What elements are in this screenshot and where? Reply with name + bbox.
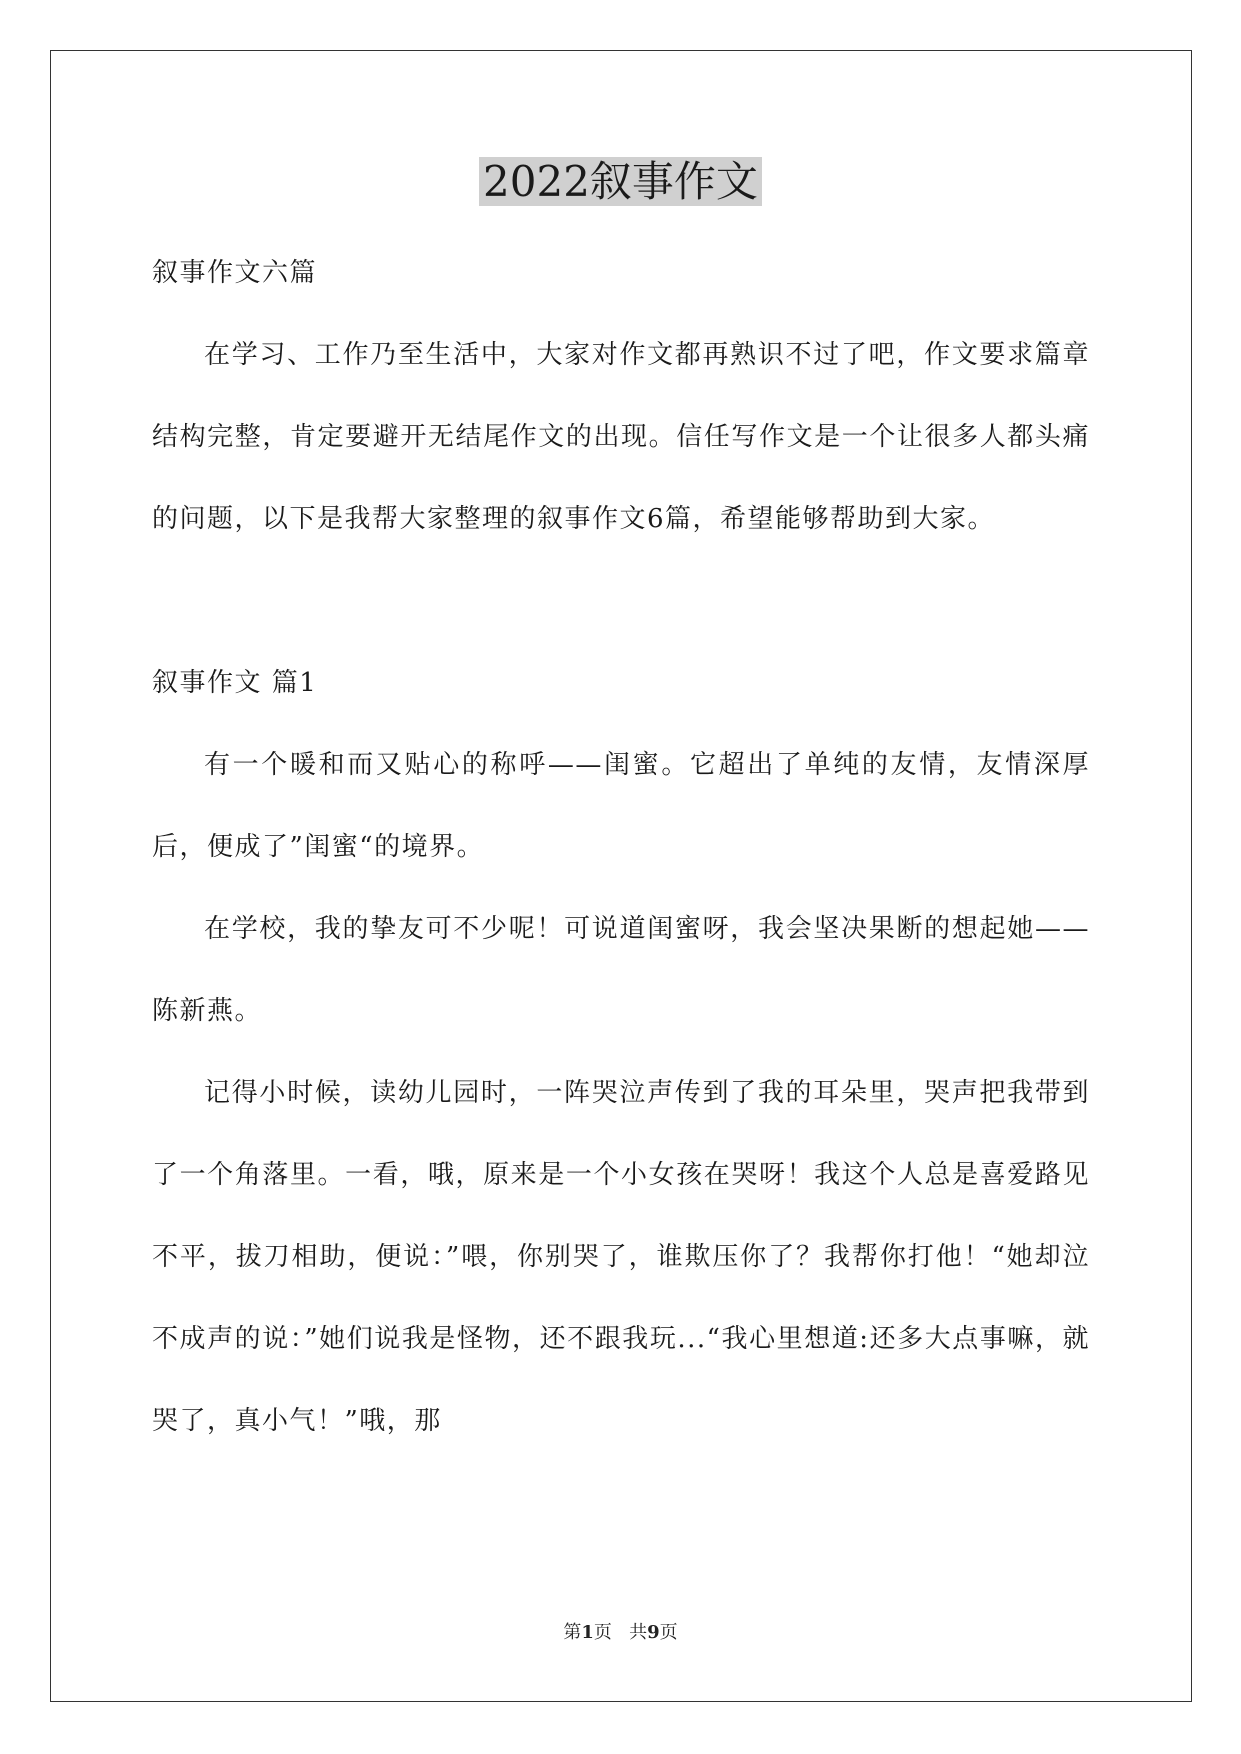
footer-total-prefix: 共	[629, 1622, 648, 1643]
body-paragraph: 记得小时候，读幼儿园时，一阵哭泣声传到了我的耳朵里，哭声把我带到了一个角落里。一看，哦，原来是一个小女孩在哭呀！我这个人总是喜爱路见不平，拔刀相助，便说：”喂，你别哭了，谁欺压你了？我帮你打他！“她却泣不成声的说：”她们说我是怪物，还不跟我玩...“我心里想道:还多大点事嘛，就哭了，真小气！”哦，那	[152, 1078, 1090, 1436]
document-body	[152, 232, 1090, 1462]
document-title-text: 2022叙事作文	[479, 157, 762, 206]
section-heading: 叙事作文 篇1	[152, 668, 318, 698]
page-footer	[0, 1620, 1241, 1646]
footer-page-unit: 页	[593, 1622, 612, 1643]
total-pages-number: 9	[647, 1622, 660, 1643]
body-paragraph: 有一个暖和而又贴心的称呼——闺蜜。它超出了单纯的友情，友情深厚后，便成了”闺蜜“的境界。	[152, 750, 1090, 862]
current-page-number: 1	[581, 1622, 594, 1643]
intro-paragraph: 在学习、工作乃至生活中，大家对作文都再熟识不过了吧，作文要求篇章结构完整，肯定要避开无结尾作文的出现。信任写作文是一个让很多人都头痛的问题，以下是我帮大家整理的叙事作文6篇，希望能够帮助到大家。	[152, 340, 1090, 534]
footer-total-unit: 页	[659, 1622, 678, 1643]
document-title	[0, 152, 1241, 212]
body-paragraph: 在学校，我的挚友可不少呢！可说道闺蜜呀，我会坚决果断的想起她——陈新燕。	[152, 914, 1090, 1026]
document-subtitle: 叙事作文六篇	[152, 258, 318, 288]
footer-prefix: 第	[563, 1622, 582, 1643]
